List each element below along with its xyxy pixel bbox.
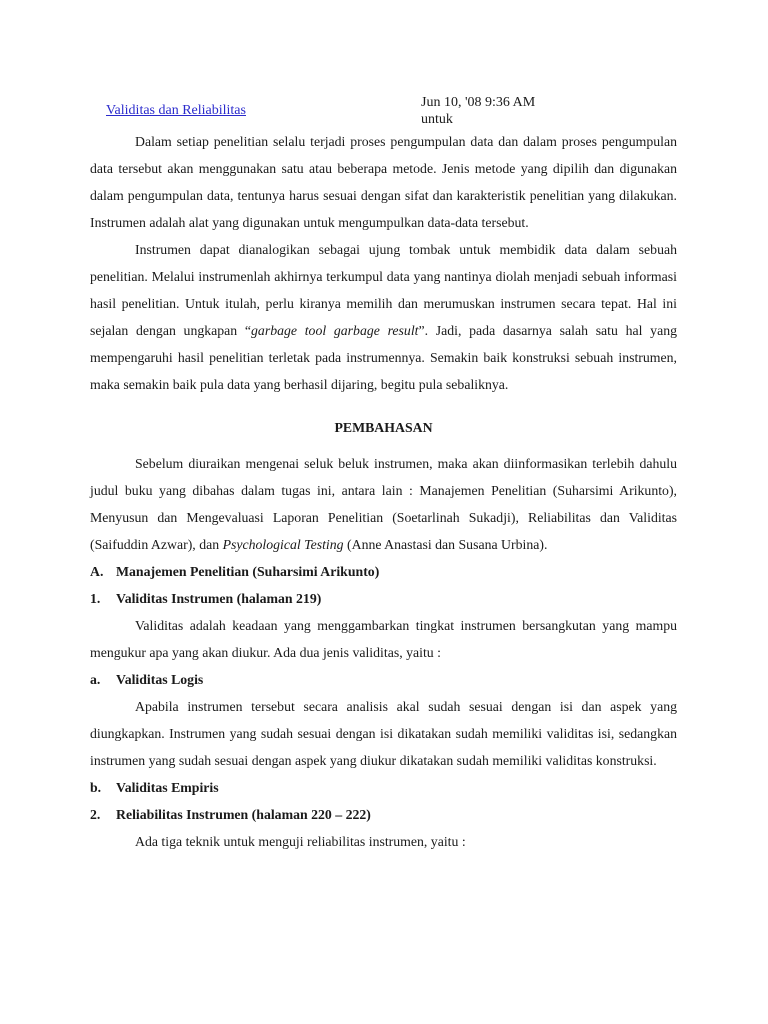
pembahasan-p1-after: (Anne Anastasi dan Susana Urbina).	[343, 537, 548, 552]
heading-a-manajemen	[90, 558, 677, 585]
heading-a-text: Manajemen Penelitian (Suharsimi Arikunto)	[116, 564, 380, 579]
reliabilitas-paragraph: Ada tiga teknik untuk menguji reliabilitas instrumen, yaitu :	[135, 834, 466, 849]
post-date: Jun 10, '08 9:36 AM	[421, 95, 536, 110]
intro-p2-before: Instrumen dapat dianalogikan sebagai ujung tombak untuk membidik data dalam sebuah penelitian. Melalui instrumenlah akhirnya terkumpul data yang nantinya diolah menjadi sebuah informasi hasil penelitian. Untuk itulah, perlu kiranya memilih dan merumuskan instrumen secara tepat. Hal ini sejalan dengan ungkapan “	[90, 242, 677, 338]
validitas-paragraph: Validitas adalah keadaan yang menggambarkan tingkat instrumen bersangkutan yang mampu mengukur apa yang akan diukur. Ada dua jenis validitas, yaitu :	[90, 618, 677, 660]
heading-1-num: 1.	[90, 591, 101, 606]
heading-2-text: Reliabilitas Instrumen (halaman 220 – 222)	[116, 807, 371, 822]
heading-b-validitas-empiris	[90, 774, 677, 801]
intro-p2-quote: garbage tool garbage result	[251, 323, 419, 338]
heading-a-validitas-logis	[90, 666, 677, 693]
heading-a-num: A.	[90, 564, 104, 579]
heading-b-text: Validitas Empiris	[116, 780, 219, 795]
article-title-link[interactable]: Validitas dan Reliabilitas	[106, 103, 246, 118]
heading-a-logis-text: Validitas Logis	[116, 672, 204, 687]
heading-1-validitas	[90, 585, 677, 612]
heading-a-logis-num: a.	[90, 672, 101, 687]
intro-p2-after: ”. Jadi, pada dasarnya salah satu hal yang mempengaruhi hasil penelitian terletak pada instrumennya. Semakin baik konstruksi sebuah instrumen, maka semakin baik pula data yang berhasil dijaring, begitu pula sebaliknya.	[90, 323, 677, 392]
validitas-logis-paragraph: Apabila instrumen tersebut secara analisis akal sudah sesuai dengan isi dan aspek yang diungkapkan. Instrumen yang sudah sesuai dengan isi dikatakan sudah memiliki validitas isi, sedangkan instrumen yang sudah sesuai dengan aspek yang diukur dikatakan sudah memiliki validitas konstruksi.	[90, 699, 677, 768]
heading-2-reliabilitas	[90, 801, 677, 828]
intro-paragraph-2	[90, 236, 677, 398]
section-title-pembahasan: PEMBAHASAN	[334, 420, 433, 435]
intro-paragraph-1: Dalam setiap penelitian selalu terjadi proses pengumpulan data dan dalam proses pengumpulan data tersebut akan menggunakan satu atau beberapa metode. Jenis metode yang dipilih dan digunakan dalam pengumpulan data, tentunya harus sesuai dengan sifat dan karakteristik penelitian yang dilakukan. Instrumen adalah alat yang digunakan untuk mengumpulkan data-data tersebut.	[90, 134, 677, 230]
pembahasan-paragraph	[90, 450, 677, 558]
heading-1-text: Validitas Instrumen (halaman 219)	[116, 591, 322, 606]
heading-2-num: 2.	[90, 807, 101, 822]
post-for-label: untuk	[421, 112, 453, 127]
heading-b-num: b.	[90, 780, 102, 795]
article-body	[90, 128, 677, 855]
pembahasan-p1-italic: Psychological Testing	[222, 537, 344, 552]
post-meta	[421, 94, 535, 128]
pembahasan-p1-before: Sebelum diuraikan mengenai seluk beluk instrumen, maka akan diinformasikan terlebih dahulu judul buku yang dibahas dalam tugas ini, antara lain : Manajemen Penelitian (Suharsimi Arikunto), Menyusun dan Mengevaluasi Laporan Penelitian (Soetarlinah Sukadji), Reliabilitas dan Validitas (Saifuddin Azwar), dan	[90, 456, 677, 552]
